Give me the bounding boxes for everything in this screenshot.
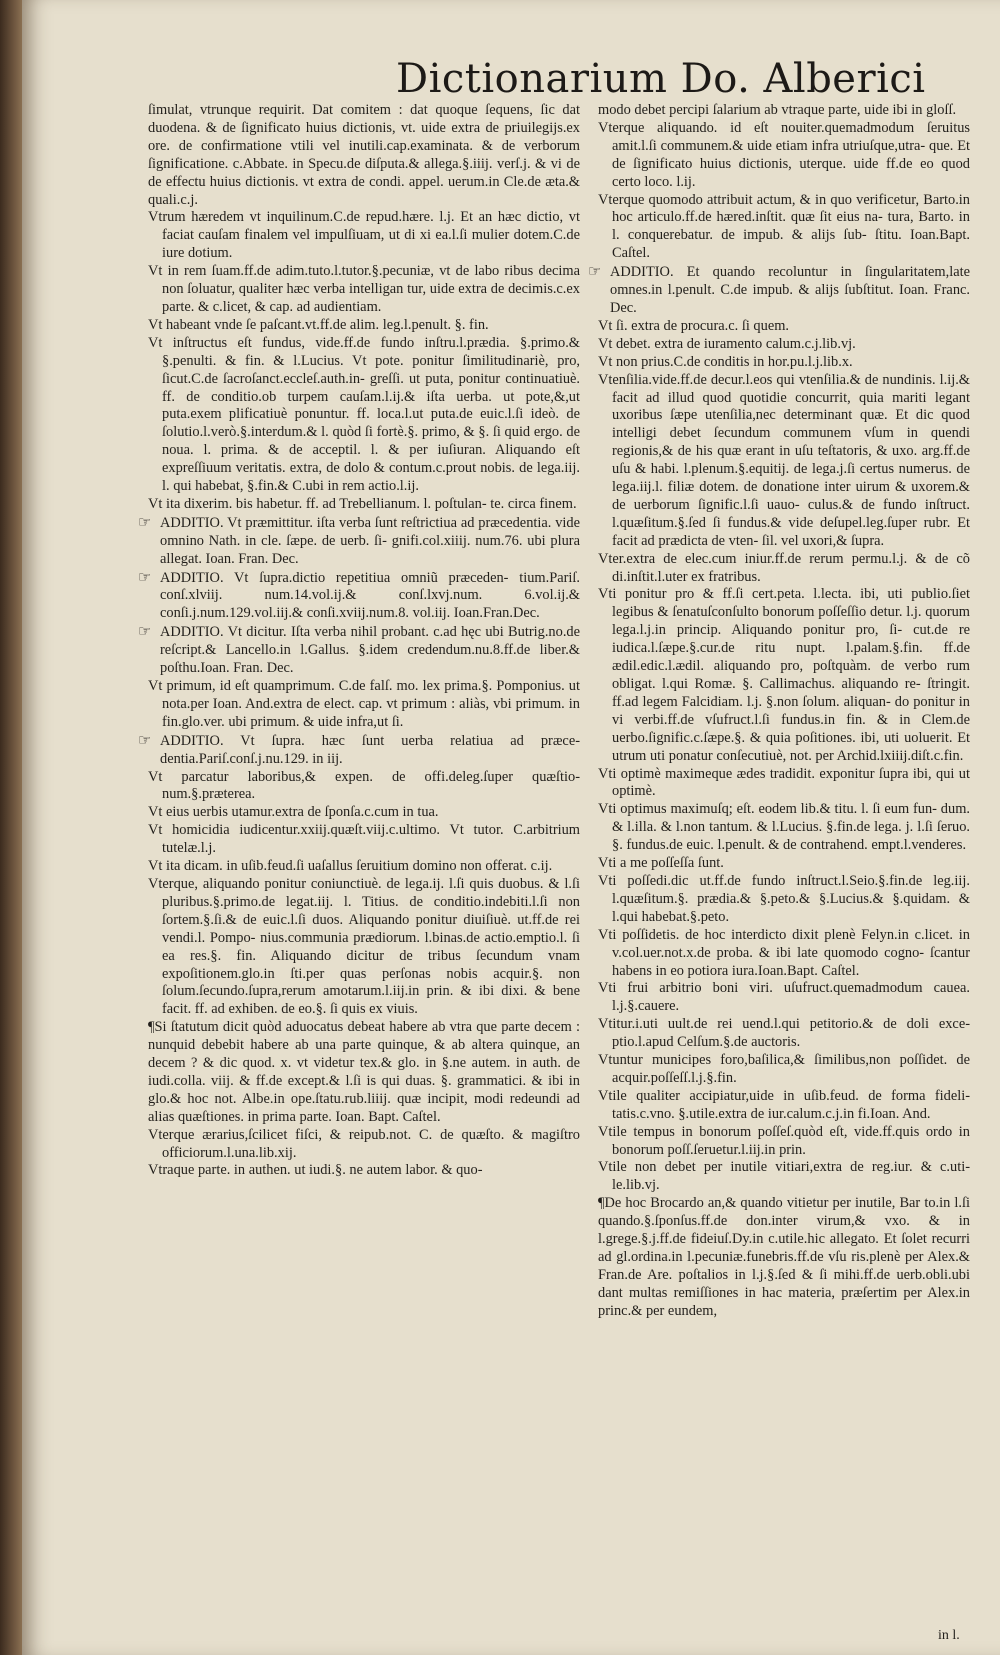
- entry-text: Vti poſſedi.dic ut.ff.de fundo inſtruct.l.Seio.§.fin.de leg.iij. l.quæſitum.§. prædia.& §.peto.& §.Lucius.& §.quidam. & l.qui habebat.§.peto.: [598, 872, 970, 925]
- dictionary-entry: [598, 586, 970, 765]
- entry-text: Vtile tempus in bonorum poſſeſ.quòd eſt, vide.ff.quis ordo in bonorum poſſ.ſeruetur.l.iij.in prin.: [598, 1123, 970, 1158]
- dictionary-entry: [148, 876, 580, 1019]
- entry-text: Vterque ærarius,ſcilicet fiſci, & reipub.not. C. de quæſto. & magiſtro officiorum.l.una.lib.xij.: [148, 1126, 580, 1161]
- entry-text: Vtuntur municipes foro,baſilica,& ſimilibus,non poſſidet. de acquir.poſſeſſ.l.j.§.fin.: [598, 1052, 970, 1086]
- pointing-hand-icon: ☞: [138, 567, 152, 586]
- dictionary-entry: [148, 769, 580, 805]
- entry-text: ¶De hoc Brocardo an,& quando vitietur per inutile, Bar to.in l.ſi quando.§.ſponſus.ff.de don.inter virum,& vxo. & in l.grege.§.j.ff.de fideiuſ.Dy.in c.utile.hic allegato. Et ſolet recurri ad gl.ordina.in l.pecuniæ.funebris.ff.de vſu ris.plenè per Alex.& Fran.de Are. poſtalios in l.j.§.ſed & ſi mihi.ff.de uerb.obli.ubi dant multas remiſſiones in hac materia, præſertim per Alex.in princ.& per eundem,: [598, 1195, 970, 1319]
- dictionary-entry: [598, 927, 970, 981]
- catchword: in l.: [938, 1628, 960, 1643]
- dictionary-entry: [598, 1159, 970, 1195]
- dictionary-entry: [148, 678, 580, 732]
- dictionary-entry: [598, 766, 970, 802]
- entry-text: Vt parcatur laboribus,& expen. de offi.deleg.ſuper quæſtio- num.§.præterea.: [148, 768, 580, 803]
- entry-text: ¶Si ſtatutum dicit quòd aduocatus debeat habere ab vtra que parte decem : nunquid debebit habere ab una parte quinque, & ab altera quinque, an decem ? & dic quod. x. vt videtur tex.& glo. in §.ne autem. in auth. de iudi.colla. viij. & ff.de except.& l.ſi is qui duas. §. grammatici. & ibi in glo.& hoc not. Albe.in ope.ſtatu.rub.liiij. quæ incipit, modi redeundi ad alias quæſtiones. in prima parte. Ioan. Bapt. Caſtel.: [148, 1019, 580, 1125]
- right-column: [588, 102, 970, 1647]
- left-column: [138, 102, 580, 1647]
- dictionary-entry: [598, 372, 970, 551]
- dictionary-entry: [148, 858, 580, 876]
- entry-text: ADDITIO. Vt dicitur. Iſta verba nihil probant. c.ad hęc ubi Butrig.no.de reſcript.& Lancello.in l.Gallus. §.idem credendum.nu.8.ff.de liber.& poſthu.Ioan. Fran. Dec.: [160, 624, 580, 677]
- entry-text: ſimulat, vtrunque requirit. Dat comitem : dat quoque ſequens, ſic dat duodena. & de ſignificato huius dictionis, vt. uide extra de priuilegijs.ex ore. de confirmatione vtili vel inutili.cap.examinata. & de verborum ſignificatione. c.Abbate. in Specu.de diſputa.& allega.§.iiij. verſ.j. & vi de de effectu huius dictionis. vt extra de condi. appel. uerum.in Cle.de æta.& quali.c.j.: [148, 102, 580, 208]
- entry-text: Vterque quomodo attribuit actum, & in quo verificetur, Barto.in hoc articulo.ff.de hæred.inſtit. quæ ſit eius na- tura, Barto. in l. conquerebatur. de impub. & alijs ſub- ſtitu. Ioan.Bapt. Caſtel.: [598, 191, 970, 262]
- dictionary-entry: [598, 192, 970, 264]
- dictionary-entry: [598, 1016, 970, 1052]
- dictionary-entry: [598, 855, 970, 873]
- dictionary-entry: [148, 335, 580, 496]
- dictionary-entry: [598, 120, 970, 192]
- additio-note: [138, 512, 580, 569]
- entry-text: ADDITIO. Et quando recoluntur in ſingularitatem,late omnes.in l.penult. C.de impub. & alijs ſubſtitut. Ioan. Franc. Dec.: [610, 264, 970, 316]
- entry-text: Vt in rem ſuam.ff.de adim.tuto.l.tutor.§.pecuniæ, vt de labo ribus decima non ſoluatur, qualiter hæc verba intelligan tur, uide extra de decimis.c.ex parte. & c.licet, & cap. ad audientiam.: [148, 263, 580, 315]
- entry-text: Vt ita dixerim. bis habetur. ff. ad Trebellianum. l. poſtulan- te. circa finem.: [148, 495, 577, 512]
- entry-text: ADDITIO. Vt ſupra. hæc ſunt uerba relatiua ad præce- dentia.Pariſ.conſ.j.nu.129. in iij.: [160, 732, 580, 767]
- entry-text: Vt debet. extra de iuramento calum.c.j.lib.vj.: [598, 335, 856, 352]
- entry-text: modo debet percipi ſalarium ab vtraque parte, uide ibi in gloſſ.: [598, 102, 957, 118]
- entry-text: Vtraque parte. in authen. ut iudi.§. ne autem labor. & quo-: [148, 1162, 483, 1179]
- dictionary-entry: [598, 980, 970, 1016]
- entry-text: ADDITIO. Vt ſupra.dictio repetitiua omniũ præceden- tium.Pariſ. conſ.xlviij. num.14.vol.ij.& conſ.lxvj.num. 6.vol.ij.& conſi.j.num.129.vol.iij.& conſi.xviij.num.8. vol.iij. Ioan.Fran.Dec.: [160, 569, 580, 622]
- entry-text: Vti optimè maximeque ædes tradidit. exponitur ſupra ibi, qui ut optimè.: [598, 765, 970, 800]
- entry-text: Vt primum, id eſt quamprimum. C.de falſ. mo. lex prima.§. Pomponius. ut nota.per Ioan. And.extra de elect. cap. vt primum : aliàs, vbi primum. in fin.glo.ver. ubi primum. & uide infra,ut ſi.: [148, 678, 580, 730]
- book-spine: [0, 0, 22, 1655]
- additio-note: [588, 262, 970, 318]
- entry-text: Vtenſilia.vide.ff.de decur.l.eos qui vtenſilia.& de nundinis. l.ij.& facit ad illud quod quotidie concurrit, quia mariti legant uxoribus ſæpe utenſilia,nec determinant quæ. Et dic quod intelligi debet ſecundum communem vſum in quendi regionis,& de his quæ erant in uſu teſtatoris, & uxo. arg.ff.de uſu & habi. l.plenum.§.equitij. de lega.j.ſi certus numerus. de lega.iij.l. filiæ dotem. de donatione inter uirum & uxorem.& de uerborum ſignific.l.ſi uauo- culus.& de fundo inſtruct. l.quæſitum.§.ſed ſi fundus.& vide deſupel.leg.ſuper rubr. Et facit ad prædicta de vten- ſil. vel uxori,& ſupra.: [598, 371, 970, 549]
- dictionary-entry: [148, 102, 580, 209]
- entry-text: Vtitur.i.uti uult.de rei uend.l.qui petitorio.& de doli exce- ptio.l.apud Celſum.§.de auctoris.: [598, 1016, 970, 1051]
- entry-text: Vt ita dicam. in uſib.feud.ſi uaſallus ſeruitium domino non offerat. c.ij.: [148, 858, 553, 875]
- dictionary-entry: [598, 1124, 970, 1160]
- dictionary-entry: [598, 1052, 970, 1088]
- dictionary-entry: [148, 317, 580, 335]
- dictionary-entry: [598, 801, 970, 855]
- pointing-hand-icon: ☞: [138, 512, 152, 531]
- pointing-hand-icon: ☞: [588, 262, 602, 281]
- entry-text: Vti a me poſſeſſa ſunt.: [598, 855, 724, 872]
- pointing-hand-icon: ☞: [138, 730, 152, 749]
- entry-text: Vt ſi. extra de procura.c. ſi quem.: [598, 317, 790, 334]
- entry-text: Vtrum hæredem vt inquilinum.C.de repud.hære. l.j. Et an hæc dictio, vt faciat cauſam finalem vel impulſiuam, ut di xi ea.l.ſi mulier dotem.C.de iure dotium.: [148, 209, 580, 262]
- dictionary-entry: [598, 873, 970, 927]
- dictionary-entry: [148, 822, 580, 858]
- dictionary-entry: [148, 263, 580, 317]
- dictionary-entry: [598, 551, 970, 587]
- entry-text: Vterque aliquando. id eſt nouiter.quemadmodum ſeruitus amit.l.ſi communem.& uide etiam infra utriuſque,utra- que. Et de ſignificato huius dictionis, uterque. uide ff.de eo quod certo loco. l.ij.: [598, 119, 970, 190]
- dictionary-entry: [598, 354, 970, 372]
- dictionary-entry: [148, 804, 580, 822]
- dictionary-entry: [598, 336, 970, 354]
- dictionary-entry: [148, 209, 580, 263]
- dictionary-entry: [598, 1195, 970, 1320]
- entry-text: Vti optimus maximuſq; eſt. eodem lib.& titu. l. ſi eum fun- dum. & l.illa. & l.non tantum. & l.Lucius. §.fin.de lega. j. l.ſi ſeruo. §. fundus.de euic. l.penult. & de contrahend. empt.l.venderes.: [598, 801, 970, 854]
- entry-text: Vtile qualiter accipiatur,uide in uſib.feud. de forma fideli- tatis.c.vno. §.utile.extra de iur.calum.c.j.in fi.Ioan. And.: [598, 1087, 970, 1122]
- entry-text: Vt inſtructus eſt fundus, vide.ff.de fundo inſtru.l.prædia. §.primo.& §.penulti. & fin. & l.Lucius. Vt pote. ponitur ſimilitudinariè, pro, ſicut.C.de ſacroſanct.eccleſ.auth.in- greſſi. ut puta, ponitur continuatiuè. ff. de conditio.ob turpem cauſam.l.ij.& iſta uerba. ut pote,&,ut puta.exem plificatiuè ponuntur. ff. loca.l.ut puta.de euic.l.ſi ideò. de ſolutio.l.verò.§.interdum.& l. quòd ſi fortè.§. primo, & §. ſi quid ergo. de noua. l. prima. & de acceptil. l. & per iuſiuran. Aliquando eſt expreſſiuum veritatis. extra, de dolo & contum.c.prout nobis. de lega.iij. l. qui habebat, §.fin.& C.ubi in rem actio.l.ij.: [148, 334, 580, 495]
- dictionary-entry: [148, 1162, 580, 1180]
- pointing-hand-icon: ☞: [138, 622, 152, 641]
- entry-text: Vter.extra de elec.cum iniur.ff.de rerum permu.l.j. & de cõ di.inſtit.l.uter ex fratribus.: [598, 550, 970, 585]
- dictionary-entry: [148, 1127, 580, 1163]
- entry-text: Vti frui arbitrio boni viri. uſufruct.quemadmodum cauea. l.j.§.cauere.: [598, 980, 970, 1015]
- entry-text: Vt non prius.C.de conditis in hor.pu.l.j.lib.x.: [598, 353, 853, 370]
- entry-text: Vt homicidia iudicentur.xxiij.quæſt.viij.c.ultimo. Vt tutor. C.arbitrium tutelæ.l.j.: [148, 822, 580, 857]
- additio-note: [138, 730, 580, 769]
- dictionary-entry: [148, 496, 580, 514]
- running-head: Dictionarium Do. Alberici: [396, 56, 926, 102]
- entry-text: ADDITIO. Vt præmittitur. iſta verba ſunt reſtrictiua ad præcedentia. vide omnino Nath. in cle. ſæpe. de uerb. ſi- gnifi.col.xiiij. num.76. ubi plura allegat. Ioan. Fran. Dec.: [160, 514, 580, 567]
- dictionary-entry: [598, 318, 970, 336]
- additio-note: [138, 622, 580, 678]
- dictionary-entry: [598, 1088, 970, 1124]
- dictionary-entry: [148, 1019, 580, 1126]
- entry-text: Vtile non debet per inutile vitiari,extra de reg.iur. & c.uti- le.lib.vj.: [598, 1159, 970, 1194]
- entry-text: Vti poſſidetis. de hoc interdicto dixit plenè Felyn.in c.licet. in v.col.uer.not.x.de proba. & ibi late quomodo cogno- ſcantur habens in eo potiora iura.Ioan.Bapt. Caſtel.: [598, 926, 970, 979]
- entry-text: Vti ponitur pro & ff.ſi cert.peta. l.lecta. ibi, uti publio.ſiet legibus & ſenatuſconſulto bonorum poſſeſſio detur. l.j. quorum lega.l.j.in princip. Aliquando ponitur pro, ſi- cut.de re iudica.l.ſæpe.§.cur.de ritu nupt. l.palam.§.fin. ff.de ædil.edic.l.ædil. aliquando pro, poſtquàm. de verbo rum obligat. l.qui Romæ. §. Callimachus. aliquando re- ſtringit. ff.ad legem Falcidiam. l.j. §.non ſolum. aliquan- do ponitur in vi verbi.ff.de vſufruct.l.ſi fundus.in fin. & in Clem.de uerbo.ſignific.c.ſæpe.§. & quia poſitiones. ibi, uti uoluerit. Et utrum uti ponatur conſecutiuè, not. per Archid.lxiiij.diſt.c.fin.: [598, 586, 970, 764]
- entry-text: Vt eius uerbis utamur.extra de ſponſa.c.cum in tua.: [148, 804, 439, 821]
- entry-text: Vt habeant vnde ſe paſcant.vt.ff.de alim. leg.l.penult. §. fin.: [148, 316, 489, 333]
- additio-note: [138, 567, 580, 624]
- entry-text: Vterque, aliquando ponitur coniunctiuè. de lega.ij. l.ſi quis duobus. & l.ſi pluribus.§.primo.de legat.iij. l. Titius. de conditio.indebiti.l.ſi non ſortem.§.ſi.& de euic.l.ſi duos. Aliquando ponitur diuiſiuè. ut.ff.de rei vendi.l. Pompo- nius.communia prædiorum. l.binas.de actio.emptio.l. ſi ea res.§. fin. Aliquando dicitur de tribus ſecundum vnam expoſitionem.glo.in ſti.per quas perſonas nobis acquir.§. non ſolum.ſecundo.ſupra,rerum amotarum.l.iij.in prin. & ibi dixi. & bene facit. ff. ad exhiben. de eo.§. ſi quis ex viuis.: [148, 875, 580, 1018]
- dictionary-entry: [598, 102, 970, 120]
